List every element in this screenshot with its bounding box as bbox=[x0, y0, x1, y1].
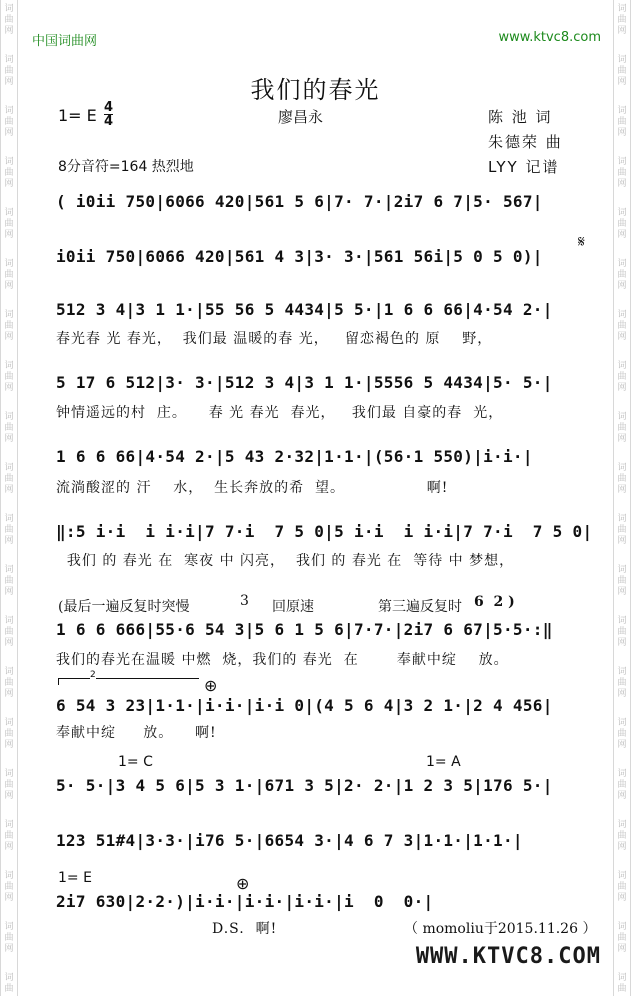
watermark-glyph: 网 bbox=[4, 893, 14, 903]
watermark-glyph: 网 bbox=[4, 638, 14, 648]
watermark-glyph: 词 bbox=[617, 259, 627, 269]
watermark-glyph: 词 bbox=[617, 4, 627, 14]
watermark-glyph: 网 bbox=[4, 485, 14, 495]
watermark-glyph: 词 bbox=[4, 718, 14, 728]
watermark-glyph: 词 bbox=[4, 973, 14, 983]
watermark-glyph: 曲 bbox=[617, 678, 627, 688]
return-tempo: 回原速 bbox=[272, 599, 314, 615]
watermark-glyph: 网 bbox=[4, 179, 14, 189]
watermark-glyph: 网 bbox=[4, 383, 14, 393]
watermark-glyph: 曲 bbox=[4, 576, 14, 586]
watermark-glyph: 网 bbox=[617, 485, 627, 495]
volta-bracket bbox=[58, 678, 199, 685]
watermark-glyph: 词 bbox=[4, 565, 14, 575]
watermark-glyph: 曲 bbox=[617, 780, 627, 790]
watermark-glyph: 曲 bbox=[4, 525, 14, 535]
composer: 朱德荣 曲 bbox=[488, 133, 563, 151]
watermark-glyph: 曲 bbox=[617, 729, 627, 739]
watermark-glyph: 网 bbox=[617, 77, 627, 87]
watermark-glyph: 词 bbox=[4, 259, 14, 269]
watermark-glyph: 曲 bbox=[4, 423, 14, 433]
watermark-glyph: 曲 bbox=[617, 474, 627, 484]
lyric-line-7: 我们的春光在温暖 中燃 烧，我们的 春光 在 奉献中绽 放。 bbox=[56, 652, 509, 668]
watermark-glyph: 曲 bbox=[4, 15, 14, 25]
watermark-glyph: 网 bbox=[617, 638, 627, 648]
watermark-glyph: 词 bbox=[617, 769, 627, 779]
watermark-glyph: 曲 bbox=[617, 117, 627, 127]
watermark-glyph: 词 bbox=[4, 769, 14, 779]
watermark-glyph: 词 bbox=[4, 361, 14, 371]
watermark-glyph: 网 bbox=[617, 434, 627, 444]
site-name[interactable]: 中国词曲网 bbox=[32, 34, 98, 49]
watermark-glyph: 词 bbox=[617, 565, 627, 575]
watermark-glyph: 网 bbox=[617, 383, 627, 393]
watermark-glyph: 词 bbox=[617, 208, 627, 218]
watermark-glyph: 网 bbox=[617, 893, 627, 903]
watermark-glyph: 曲 bbox=[4, 780, 14, 790]
watermark-glyph: 曲 bbox=[617, 219, 627, 229]
watermark-glyph: 词 bbox=[617, 106, 627, 116]
score-line-11: 2i7 630|2·2·)|i·i·|i·i·|i·i·|i 0 0·| bbox=[56, 892, 434, 911]
lyricist: 陈 池 词 bbox=[488, 108, 553, 126]
watermark-glyph: 网 bbox=[4, 128, 14, 138]
score-line-6: ‖:5 i·i i i·i|7 7·i 7 5 0|5 i·i i i·i|7 7·i 7 5 0| bbox=[56, 522, 593, 541]
watermark-glyph: 网 bbox=[617, 281, 627, 291]
lyric-line-6: 我们 的 春光 在 寒夜 中 闪亮， 我们 的 春光 在 等待 中 梦想， bbox=[56, 553, 515, 569]
key-change-c: 1= C bbox=[118, 754, 153, 770]
time-top: 4 bbox=[104, 100, 114, 115]
lyric-line-3: 春光春 光 春光， 我们最 温暖的春 光， 留恋褐色的 原 野， bbox=[56, 331, 493, 347]
watermark-glyph: 曲 bbox=[4, 372, 14, 382]
watermark-glyph: 词 bbox=[4, 616, 14, 626]
watermark-glyph: 网 bbox=[4, 740, 14, 750]
watermark-glyph: 网 bbox=[4, 689, 14, 699]
key-change-e: 1= E bbox=[58, 870, 92, 886]
watermark-glyph: 网 bbox=[617, 689, 627, 699]
watermark-glyph: 词 bbox=[4, 871, 14, 881]
watermark-glyph: 曲 bbox=[617, 66, 627, 76]
key-signature: 1= E bbox=[58, 106, 97, 125]
watermark-glyph: 网 bbox=[617, 26, 627, 36]
watermark-glyph: 词 bbox=[617, 463, 627, 473]
watermark-glyph: 曲 bbox=[4, 219, 14, 229]
lyric-line-8: 奉献中绽 放。 啊! bbox=[56, 725, 217, 741]
left-watermark-strip bbox=[0, 0, 18, 996]
watermark-glyph: 词 bbox=[4, 157, 14, 167]
site-url[interactable]: www.ktvc8.com bbox=[498, 30, 601, 45]
watermark-glyph: 曲 bbox=[4, 984, 14, 994]
watermark-glyph: 词 bbox=[4, 412, 14, 422]
watermark-glyph: 网 bbox=[4, 77, 14, 87]
watermark-glyph: 网 bbox=[4, 791, 14, 801]
singer: 廖昌永 bbox=[278, 108, 324, 126]
transcriber: LYY 记谱 bbox=[488, 158, 560, 176]
watermark-glyph: 词 bbox=[4, 463, 14, 473]
watermark-glyph: 词 bbox=[617, 922, 627, 932]
watermark-glyph: 网 bbox=[617, 842, 627, 852]
watermark-glyph: 曲 bbox=[617, 270, 627, 280]
watermark-glyph: 词 bbox=[617, 310, 627, 320]
repeat-note: (最后一遍反复时突慢 bbox=[58, 599, 190, 615]
segno-mark: 𝄋 bbox=[578, 232, 585, 251]
score-line-4: 5 17 6 512|3· 3·|512 3 4|3 1 1·|5556 5 4434|5· 5·| bbox=[56, 373, 553, 392]
watermark-glyph: 曲 bbox=[4, 474, 14, 484]
watermark-glyph: 曲 bbox=[617, 627, 627, 637]
watermark-glyph: 词 bbox=[617, 514, 627, 524]
transcription-signature: （ momoliu于2015.11.26 ） bbox=[404, 921, 597, 937]
watermark-glyph: 网 bbox=[617, 944, 627, 954]
watermark-glyph: 网 bbox=[4, 281, 14, 291]
watermark-glyph: 网 bbox=[4, 434, 14, 444]
watermark-glyph: 网 bbox=[617, 536, 627, 546]
watermark-glyph: 词 bbox=[617, 412, 627, 422]
watermark-glyph: 词 bbox=[4, 820, 14, 830]
watermark-glyph: 曲 bbox=[4, 678, 14, 688]
watermark-glyph: 词 bbox=[4, 106, 14, 116]
watermark-glyph: 网 bbox=[4, 332, 14, 342]
watermark-glyph: 曲 bbox=[4, 729, 14, 739]
watermark-glyph: 词 bbox=[617, 157, 627, 167]
watermark-glyph: 曲 bbox=[617, 423, 627, 433]
watermark-glyph: 网 bbox=[4, 587, 14, 597]
score-line-2: i0ii 750|6066 420|561 4 3|3· 3·|561 56i|5 0 5 0)| bbox=[56, 247, 543, 266]
right-watermark-strip bbox=[613, 0, 631, 996]
watermark-glyph: 曲 bbox=[4, 321, 14, 331]
watermark-glyph: 词 bbox=[4, 4, 14, 14]
watermark-glyph: 曲 bbox=[617, 168, 627, 178]
watermark-glyph: 曲 bbox=[4, 831, 14, 841]
watermark-glyph: 曲 bbox=[4, 66, 14, 76]
watermark-glyph: 曲 bbox=[617, 525, 627, 535]
volta-number: 2 bbox=[90, 670, 96, 680]
watermark-glyph: 曲 bbox=[4, 270, 14, 280]
watermark-glyph: 网 bbox=[617, 332, 627, 342]
watermark-glyph: 词 bbox=[4, 55, 14, 65]
score-line-10: 123 51#4|3·3·|i76 5·|6654 3·|4 6 7 3|1·1·|1·1·| bbox=[56, 831, 523, 850]
watermark-glyph: 曲 bbox=[617, 933, 627, 943]
time-bottom: 4 bbox=[104, 114, 114, 129]
watermark-glyph: 网 bbox=[617, 791, 627, 801]
fermata-number: 3 bbox=[240, 593, 249, 609]
watermark-glyph: 词 bbox=[617, 718, 627, 728]
watermark-glyph: 词 bbox=[617, 616, 627, 626]
watermark-glyph: 网 bbox=[617, 587, 627, 597]
watermark-glyph: 曲 bbox=[4, 627, 14, 637]
watermark-glyph: 词 bbox=[617, 55, 627, 65]
watermark-glyph: 曲 bbox=[4, 117, 14, 127]
watermark-glyph: 词 bbox=[617, 871, 627, 881]
watermark-glyph: 网 bbox=[617, 128, 627, 138]
watermark-glyph: 曲 bbox=[4, 882, 14, 892]
key-change-a: 1= A bbox=[426, 754, 461, 770]
watermark-glyph: 网 bbox=[4, 26, 14, 36]
watermark-glyph: 网 bbox=[617, 230, 627, 240]
watermark-glyph: 词 bbox=[617, 361, 627, 371]
score-line-8: 6 54 3 23|1·1·|i·i·|i·i 0|(4 5 6 4|3 2 1·|2 4 456| bbox=[56, 696, 553, 715]
score-line-3: 512 3 4|3 1 1·|55 56 5 4434|5 5·|1 6 6 66|4·54 2·| bbox=[56, 300, 553, 319]
time-signature bbox=[104, 101, 113, 128]
watermark-glyph: 词 bbox=[4, 922, 14, 932]
song-title: 我们的春光 bbox=[250, 76, 381, 104]
score-line-9: 5· 5·|3 4 5 6|5 3 1·|671 3 5|2· 2·|1 2 3 5|176 5·| bbox=[56, 776, 553, 795]
watermark-glyph: 曲 bbox=[4, 933, 14, 943]
lyric-line-5: 流淌酸涩的 汗 水， 生长奔放的希 望。 啊! bbox=[56, 480, 449, 496]
watermark-glyph: 网 bbox=[4, 842, 14, 852]
watermark-glyph: 曲 bbox=[617, 372, 627, 382]
watermark-glyph: 词 bbox=[4, 667, 14, 677]
watermark-glyph: 曲 bbox=[4, 168, 14, 178]
brand-logo: WWW.KTVC8.COM bbox=[415, 944, 601, 969]
third-repeat-note: 第三遍反复时 bbox=[378, 599, 462, 615]
watermark-glyph: 曲 bbox=[617, 576, 627, 586]
coda-mark: ⊕ bbox=[204, 676, 218, 695]
watermark-glyph: 曲 bbox=[617, 831, 627, 841]
watermark-glyph: 词 bbox=[617, 667, 627, 677]
watermark-glyph: 词 bbox=[4, 208, 14, 218]
watermark-glyph: 词 bbox=[4, 310, 14, 320]
score-line-7: 1 6 6 666|55·6 54 3|5 6 1 5 6|7·7·|2i7 6 67|5·5·:‖ bbox=[56, 620, 553, 639]
watermark-glyph: 网 bbox=[617, 740, 627, 750]
watermark-glyph: 网 bbox=[4, 230, 14, 240]
watermark-glyph: 网 bbox=[4, 944, 14, 954]
third-repeat-numbers: 6 2 ) bbox=[474, 594, 515, 610]
coda-mark-2: ⊕ bbox=[236, 874, 250, 893]
watermark-glyph: 曲 bbox=[617, 15, 627, 25]
lyric-line-11: D.S. 啊! bbox=[212, 921, 278, 937]
watermark-glyph: 曲 bbox=[617, 882, 627, 892]
watermark-glyph: 网 bbox=[617, 179, 627, 189]
score-line-1: ( i0ii 750|6066 420|561 5 6|7· 7·|2i7 6 7|5· 567| bbox=[56, 192, 543, 211]
tempo-marking: 8分音符=164 热烈地 bbox=[58, 159, 194, 175]
score-line-5: 1 6 6 66|4·54 2·|5 43 2·32|1·1·|(56·1 550)|i·i·| bbox=[56, 447, 533, 466]
watermark-glyph: 词 bbox=[4, 514, 14, 524]
watermark-glyph: 网 bbox=[4, 536, 14, 546]
lyric-line-4: 钟情遥远的村 庄。 春 光 春光 春光， 我们最 自豪的春 光， bbox=[56, 405, 504, 421]
watermark-glyph: 曲 bbox=[617, 984, 627, 994]
watermark-glyph: 词 bbox=[617, 820, 627, 830]
watermark-glyph: 词 bbox=[617, 973, 627, 983]
watermark-glyph: 曲 bbox=[617, 321, 627, 331]
